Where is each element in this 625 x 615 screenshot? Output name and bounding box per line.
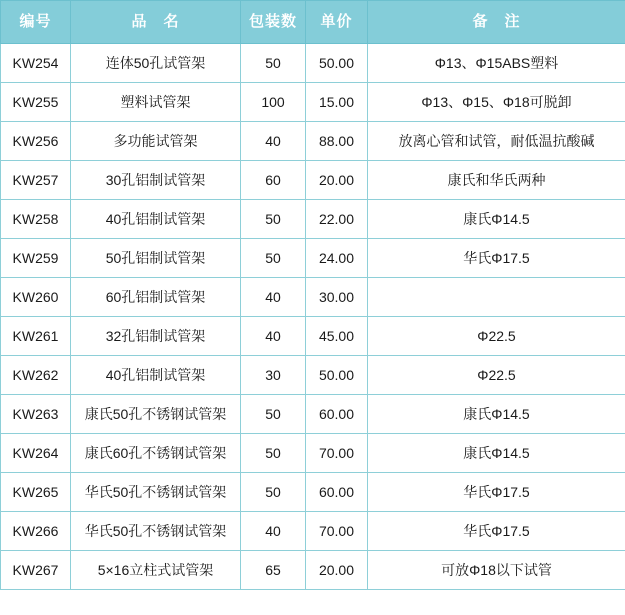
cell-name: 多功能试管架 xyxy=(71,122,241,161)
table-header xyxy=(1,1,625,44)
cell-price: 24.00 xyxy=(306,239,368,278)
cell-pack: 30 xyxy=(241,356,306,395)
cell-note xyxy=(368,278,625,317)
cell-note: Φ22.5 xyxy=(368,356,625,395)
cell-name: 连体50孔试管架 xyxy=(71,44,241,83)
cell-note: Φ13、Φ15ABS塑料 xyxy=(368,44,625,83)
table-row xyxy=(1,161,625,200)
cell-note: 可放Φ18以下试管 xyxy=(368,551,625,590)
column-header-pack: 包装数 xyxy=(241,1,306,44)
cell-code: KW258 xyxy=(1,200,71,239)
table-row xyxy=(1,44,625,83)
cell-note: 华氏Φ17.5 xyxy=(368,239,625,278)
cell-code: KW267 xyxy=(1,551,71,590)
table-row xyxy=(1,83,625,122)
cell-note: 华氏Φ17.5 xyxy=(368,512,625,551)
cell-pack: 40 xyxy=(241,278,306,317)
cell-name: 30孔铝制试管架 xyxy=(71,161,241,200)
cell-price: 50.00 xyxy=(306,356,368,395)
cell-note: Φ13、Φ15、Φ18可脱卸 xyxy=(368,83,625,122)
cell-pack: 65 xyxy=(241,551,306,590)
cell-price: 50.00 xyxy=(306,44,368,83)
cell-name: 60孔铝制试管架 xyxy=(71,278,241,317)
table-row xyxy=(1,434,625,473)
table-row xyxy=(1,239,625,278)
cell-code: KW255 xyxy=(1,83,71,122)
column-header-note: 备 注 xyxy=(368,1,625,44)
cell-name: 50孔铝制试管架 xyxy=(71,239,241,278)
cell-note: 华氏Φ17.5 xyxy=(368,473,625,512)
cell-code: KW256 xyxy=(1,122,71,161)
cell-price: 70.00 xyxy=(306,434,368,473)
column-header-name: 品 名 xyxy=(71,1,241,44)
cell-price: 88.00 xyxy=(306,122,368,161)
cell-pack: 40 xyxy=(241,512,306,551)
cell-name: 32孔铝制试管架 xyxy=(71,317,241,356)
cell-name: 40孔铝制试管架 xyxy=(71,356,241,395)
cell-pack: 50 xyxy=(241,200,306,239)
cell-name: 5×16立柱式试管架 xyxy=(71,551,241,590)
cell-pack: 40 xyxy=(241,317,306,356)
table-row xyxy=(1,200,625,239)
cell-name: 华氏50孔不锈钢试管架 xyxy=(71,473,241,512)
cell-pack: 100 xyxy=(241,83,306,122)
column-header-code: 编号 xyxy=(1,1,71,44)
cell-price: 20.00 xyxy=(306,551,368,590)
cell-code: KW254 xyxy=(1,44,71,83)
cell-code: KW261 xyxy=(1,317,71,356)
cell-price: 45.00 xyxy=(306,317,368,356)
cell-note: 放离心管和试管，耐低温抗酸碱 xyxy=(368,122,625,161)
cell-price: 22.00 xyxy=(306,200,368,239)
cell-code: KW266 xyxy=(1,512,71,551)
cell-price: 15.00 xyxy=(306,83,368,122)
table-body xyxy=(1,44,625,590)
cell-note: Φ22.5 xyxy=(368,317,625,356)
cell-name: 康氏50孔不锈钢试管架 xyxy=(71,395,241,434)
table-row xyxy=(1,512,625,551)
cell-pack: 50 xyxy=(241,395,306,434)
cell-note: 康氏Φ14.5 xyxy=(368,395,625,434)
cell-pack: 40 xyxy=(241,122,306,161)
table-row xyxy=(1,356,625,395)
cell-pack: 50 xyxy=(241,434,306,473)
cell-note: 康氏和华氏两种 xyxy=(368,161,625,200)
table-row xyxy=(1,278,625,317)
table-row xyxy=(1,317,625,356)
cell-pack: 50 xyxy=(241,239,306,278)
table-row xyxy=(1,473,625,512)
column-header-price: 单价 xyxy=(306,1,368,44)
table-header-row xyxy=(1,1,625,44)
cell-name: 塑料试管架 xyxy=(71,83,241,122)
cell-price: 70.00 xyxy=(306,512,368,551)
cell-code: KW265 xyxy=(1,473,71,512)
table-row xyxy=(1,551,625,590)
cell-name: 40孔铝制试管架 xyxy=(71,200,241,239)
cell-code: KW264 xyxy=(1,434,71,473)
cell-price: 30.00 xyxy=(306,278,368,317)
cell-pack: 50 xyxy=(241,473,306,512)
cell-pack: 50 xyxy=(241,44,306,83)
cell-name: 康氏60孔不锈钢试管架 xyxy=(71,434,241,473)
cell-code: KW257 xyxy=(1,161,71,200)
cell-price: 20.00 xyxy=(306,161,368,200)
cell-note: 康氏Φ14.5 xyxy=(368,434,625,473)
cell-price: 60.00 xyxy=(306,395,368,434)
table-row xyxy=(1,395,625,434)
cell-note: 康氏Φ14.5 xyxy=(368,200,625,239)
cell-price: 60.00 xyxy=(306,473,368,512)
table-row xyxy=(1,122,625,161)
cell-code: KW262 xyxy=(1,356,71,395)
cell-name: 华氏50孔不锈钢试管架 xyxy=(71,512,241,551)
cell-pack: 60 xyxy=(241,161,306,200)
cell-code: KW263 xyxy=(1,395,71,434)
cell-code: KW260 xyxy=(1,278,71,317)
cell-code: KW259 xyxy=(1,239,71,278)
